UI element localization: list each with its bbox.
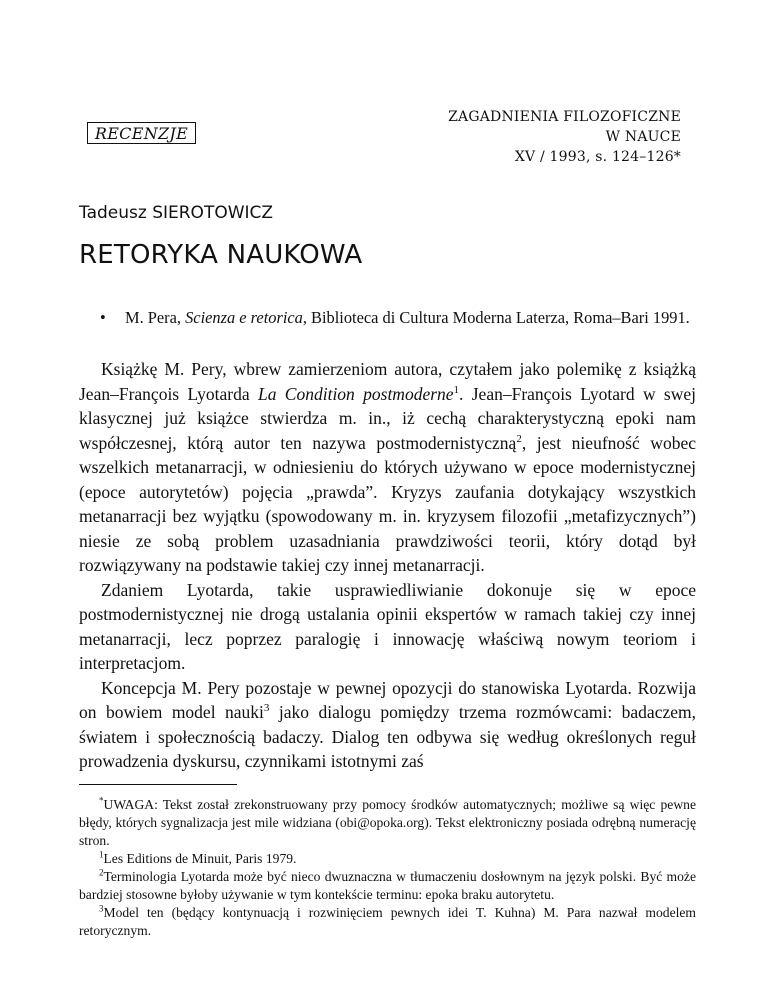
footnote-ref-1: 1	[453, 383, 460, 396]
paragraph-1-text-a: Książkę M. Pery, wbrew zamierzeniom autora, czytałem jako polemikę z książką Jean–François Lyotarda	[79, 359, 696, 404]
paragraph-1-text-b: . Jean–François Lyotard w swej klasycznej już książce stwierdza m. in., iż cechą charakterystyczną epoki nam współczesnej, którą autor ten nazywa postmodernistyczną	[79, 383, 697, 453]
footnote-star-mark: *	[99, 795, 104, 806]
author-last-name: SIEROTOWICZ	[152, 203, 274, 223]
journal-issue: XV / 1993, s. 124–126*	[514, 149, 681, 165]
author-first-name: Tadeusz	[79, 203, 147, 223]
footnote-star-text: UWAGA: Tekst został zrekonstruowany przy pomocy środków automatycznych; możliwe są więc pewne błędy, których sygnalizacja jest mile widziana (obi@opoka.org). Tekst elektroniczny posiada odrębną numerację stron.	[79, 797, 696, 848]
footnote-divider	[79, 784, 237, 785]
footnote-2	[79, 868, 696, 904]
bullet-icon: •	[100, 308, 106, 327]
footnote-star	[79, 796, 696, 850]
paragraph-3-text-a: Koncepcja M. Pery pozostaje w pewnej opozycji do stanowiska Lyotarda. Rozwija on bowiem model nauki	[79, 677, 696, 722]
book-details: , Biblioteca di Cultura Moderna Laterza, Roma–Bari 1991.	[302, 308, 690, 327]
footnotes	[79, 796, 696, 940]
footnote-ref-2: 2	[516, 432, 522, 445]
journal-subtitle: W NAUCE	[605, 129, 681, 145]
footnote-3-mark: 3	[99, 903, 104, 914]
paragraph-3-text-b: jako dialogu pomiędzy trzema rozmówcami: badaczem, światem i społecznością badaczy. Dialog ten odbywa się według określonych reguł prowadzenia dyskursu, czynnikami istotnymi zaś	[79, 702, 696, 771]
paragraph-1-text-c: , jest nieufność wobec wszelkich metanarracji, w odniesieniu do których używano w epoce modernistycznej (epoce autorytetów) pojęcia „prawda”. Kryzys zaufania dotykający wszystkich metanarracji bez wyjątku (spowodowany m. in. kryzysem filozofii „metafizycznych”) niesie ze sobą problem uzasadniania prawdziwości teorii, który dotąd był rozwiązywany na podstawie takiej czy innej metanarracji.	[79, 432, 696, 575]
book-author: M. Pera,	[125, 308, 181, 327]
footnote-1	[79, 850, 696, 868]
book-title: Scienza e retorica	[185, 308, 303, 327]
section-tag	[87, 122, 196, 144]
footnote-2-mark: 2	[99, 867, 104, 878]
paragraph-3	[79, 676, 696, 774]
reviewed-book-citation	[125, 305, 696, 330]
footnote-3-text: Model ten (będący kontynuacją i rozwinięciem pewnych idei T. Kuhna) M. Para nazwał modelem retorycznym.	[79, 905, 696, 938]
article-title: RETORYKA NAUKOWA	[79, 240, 363, 270]
cited-title: La Condition postmoderne	[257, 383, 454, 404]
paragraph-2: Zdaniem Lyotarda, takie usprawiedliwianie dokonuje się w epoce postmodernistycznej nie drogą ustalania opinii ekspertów w ramach takiej czy innej metanarracji, lecz poprzez paralogię i innowację właściwą nowym teoriom i interpretacjom.	[79, 579, 696, 673]
article-author	[79, 203, 273, 223]
article-body	[79, 357, 696, 774]
paragraph-1	[79, 357, 696, 578]
footnote-1-text: Les Editions de Minuit, Paris 1979.	[103, 851, 297, 866]
footnote-2-text: Terminologia Lyotarda może być nieco dwuznaczna w tłumaczeniu dosłownym na język polski. Być może bardziej stosowne byłoby używanie w tym kontekście terminu: epoka braku autorytetu.	[79, 869, 696, 902]
journal-header	[448, 107, 681, 167]
reviewed-book	[100, 305, 696, 330]
journal-name: ZAGADNIENIA FILOZOFICZNE	[448, 109, 681, 125]
section-tag-label: RECENZJE	[94, 123, 189, 143]
footnote-ref-3: 3	[263, 702, 270, 715]
footnote-1-mark: 1	[99, 849, 104, 860]
footnote-3	[79, 904, 696, 940]
